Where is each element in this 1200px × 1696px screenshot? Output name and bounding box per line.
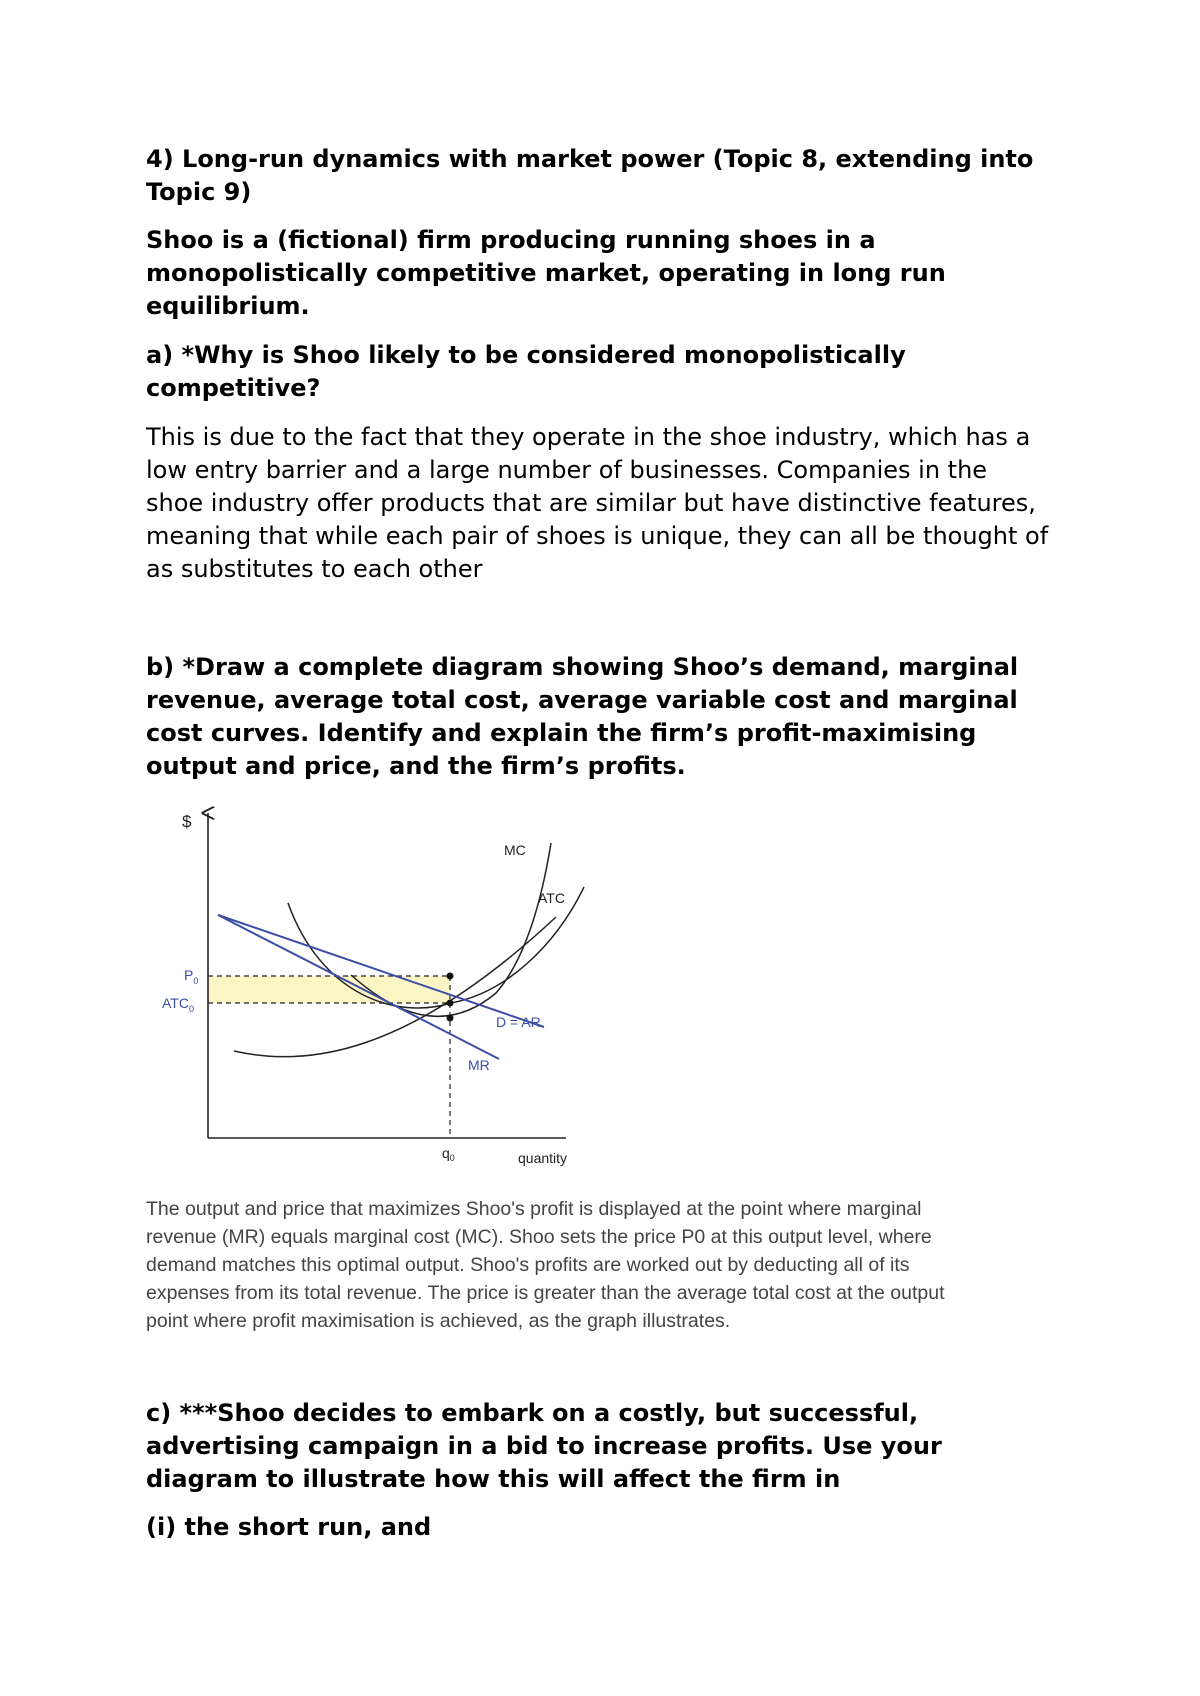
q0-label-main: q bbox=[442, 1145, 450, 1161]
answer-a bbox=[146, 421, 1048, 586]
heading-line: Topic 9) bbox=[146, 178, 252, 206]
answer-a-line: as substitutes to each other bbox=[146, 555, 483, 583]
intro-line: Shoo is a (fictional) firm producing running shoes in a bbox=[146, 226, 876, 254]
answer-a-line: low entry barrier and a large number of businesses. Companies in the bbox=[146, 456, 988, 484]
price-label-sub: 0 bbox=[193, 976, 199, 986]
q0-label-sub: 0 bbox=[449, 1153, 455, 1163]
intro-line: equilibrium. bbox=[146, 292, 310, 320]
intro-line: monopolistically competitive market, operating in long run bbox=[146, 259, 946, 287]
x-axis-label: quantity bbox=[518, 1150, 568, 1166]
answer-a-line: This is due to the fact that they operate in the shoe industry, which has a bbox=[146, 423, 1031, 451]
heading-line: 4) Long-run dynamics with market power (Topic 8, extending into bbox=[146, 145, 1034, 173]
profit-area bbox=[208, 976, 450, 1003]
demand-curve bbox=[218, 915, 544, 1027]
section-heading bbox=[146, 143, 1033, 209]
atc0-label-main: ATC bbox=[162, 995, 189, 1011]
question-b-line: b) *Draw a complete diagram showing Shoo’s demand, marginal bbox=[146, 653, 1019, 681]
answer-a-line: shoe industry offer products that are similar but have distinctive features, bbox=[146, 489, 1036, 517]
answer-b-line: demand matches this optimal output. Shoo's profits are worked out by deducting all of its bbox=[146, 1254, 910, 1276]
question-a-line: competitive? bbox=[146, 374, 321, 402]
mc-label: MC bbox=[504, 842, 526, 858]
question-b-line: output and price, and the firm’s profits. bbox=[146, 752, 686, 780]
demand-label: D = AR bbox=[496, 1014, 541, 1030]
q0-axis-label bbox=[442, 1145, 455, 1163]
answer-b-line: The output and price that maximizes Shoo's profit is displayed at the point where marginal bbox=[146, 1198, 922, 1220]
question-b-line: revenue, average total cost, average variable cost and marginal bbox=[146, 686, 1018, 714]
answer-a-line: meaning that while each pair of shoes is unique, they can all be thought of bbox=[146, 522, 1049, 550]
answer-b bbox=[146, 1195, 945, 1335]
answer-b-line: revenue (MR) equals marginal cost (MC). Shoo sets the price P0 at this output level, where bbox=[146, 1226, 932, 1248]
monopolistic-competition-diagram bbox=[146, 805, 586, 1175]
question-a bbox=[146, 339, 906, 405]
price-axis-label bbox=[184, 967, 198, 986]
question-c bbox=[146, 1397, 942, 1496]
price-label-main: P bbox=[184, 967, 194, 983]
question-c-part-i bbox=[146, 1511, 431, 1544]
mr-mc-point bbox=[447, 1015, 454, 1022]
answer-b-line: expenses from its total revenue. The price is greater than the average total cost at the output bbox=[146, 1282, 945, 1304]
atc0-label-sub: 0 bbox=[188, 1004, 194, 1014]
question-c-line: diagram to illustrate how this will affect the firm in bbox=[146, 1465, 841, 1493]
y-axis-label: $ bbox=[182, 812, 192, 831]
atc0-point bbox=[447, 1000, 454, 1007]
question-b bbox=[146, 651, 1018, 783]
question-c-i-line: (i) the short run, and bbox=[146, 1513, 432, 1541]
atc-label: ATC bbox=[538, 890, 565, 906]
question-b-line: cost curves. Identify and explain the firm’s profit-maximising bbox=[146, 719, 977, 747]
mr-label: MR bbox=[468, 1057, 490, 1073]
answer-b-line: point where profit maximisation is achieved, as the graph illustrates. bbox=[146, 1310, 731, 1332]
question-a-line: a) *Why is Shoo likely to be considered monopolistically bbox=[146, 341, 906, 369]
question-c-line: c) ***Shoo decides to embark on a costly, but successful, bbox=[146, 1399, 919, 1427]
scenario-intro bbox=[146, 224, 946, 323]
question-c-line: advertising campaign in a bid to increase profits. Use your bbox=[146, 1432, 942, 1460]
price-point bbox=[447, 973, 454, 980]
atc0-axis-label bbox=[162, 995, 194, 1014]
